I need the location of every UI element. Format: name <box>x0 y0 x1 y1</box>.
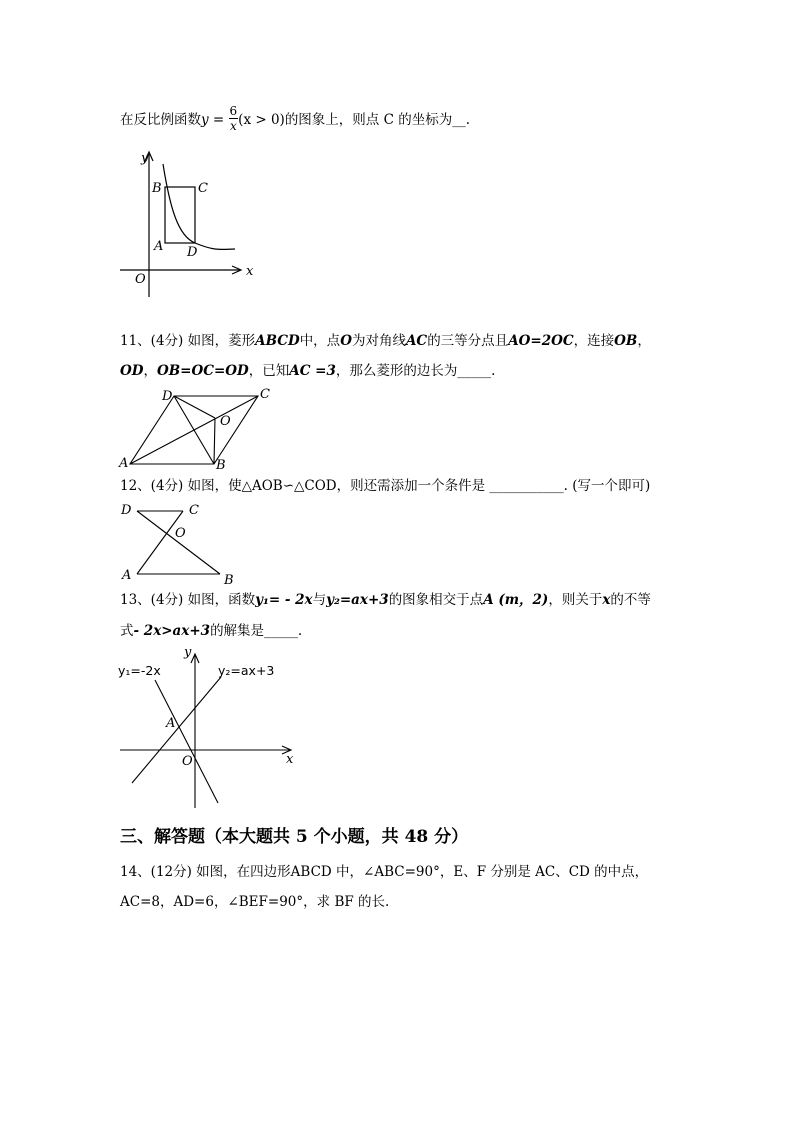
q11-line1: 11、(4分) 如图，菱形ABCD中，点O为对角线AC的三等分点且AO=2OC，连接OB， <box>120 333 651 349</box>
q14-line1: 14、(12分) 如图，在四边形ABCD 中，∠ABC=90°，E、F 分别是 AC、CD 的中点， <box>120 864 649 880</box>
q12-blank: ___________ <box>489 478 564 494</box>
fig11-C-label: C <box>260 387 270 402</box>
fig13-y2-label: y₂=ax+3 <box>218 663 275 678</box>
fig12-B-label: B <box>224 573 234 588</box>
fig13-y1-label: y₁=-2x <box>118 663 161 678</box>
fig10-O-label: O <box>135 272 146 287</box>
q10-fraction: $\frac{6}{x}$ <box>229 104 238 133</box>
fig13-O-label: O <box>182 754 193 769</box>
q11-blank: _____ <box>457 363 492 379</box>
fig10-D-label: D <box>187 245 198 260</box>
fig10-B-label: B <box>152 181 162 196</box>
figure-11 <box>118 386 278 472</box>
q10-y-eq: y = <box>201 112 229 128</box>
section-heading: 三、解答题（本大题共 5 个小题，共 48 分） <box>120 827 469 847</box>
fig12-C-label: C <box>189 503 199 518</box>
figure-10 <box>118 148 268 298</box>
fig13-y-label: y <box>184 645 192 660</box>
fig10-y-label: y <box>141 151 149 166</box>
fig13-x-label: x <box>286 752 294 767</box>
q11-line2: OD，OB=OC=OD，已知AC =3，那么菱形的边长为_____. <box>120 363 496 379</box>
fig11-B-label: B <box>216 458 226 473</box>
q13-blank: _____ <box>264 623 298 639</box>
fig12-O-label: O <box>175 526 186 541</box>
fig11-D-label: D <box>162 389 173 404</box>
q13-line1: 13、(4分) 如图，函数y₁= - 2x与y₂=ax+3的图象相交于点A (m，2)，则关于x的不等 <box>120 592 651 608</box>
fig10-A-label: A <box>154 239 164 254</box>
fig12-D-label: D <box>121 503 132 518</box>
fig10-x-label: x <box>246 264 254 279</box>
fig13-A-label: A <box>166 716 176 731</box>
q13-line2: 式- 2x>ax+3的解集是_____. <box>120 623 303 639</box>
fig10-C-label: C <box>198 181 208 196</box>
q10-blank: __ <box>452 112 466 128</box>
q12-text: 12、(4分) 如图，使△AOB∽△COD，则还需添加一个条件是 ___________. (写一个即可) <box>120 478 651 494</box>
q10-text: 在反比例函数y = $\frac{6}{x}$ (x > 0)的图象上，则点 C 的坐标为__. <box>120 104 471 133</box>
fig11-O-label: O <box>220 414 231 429</box>
figure-13 <box>118 642 303 812</box>
fig12-A-label: A <box>122 568 132 583</box>
q14-line2: AC=8，AD=6，∠BEF=90°，求 BF 的长. <box>120 894 390 910</box>
fig11-A-label: A <box>119 456 129 471</box>
figure-12 <box>118 500 243 586</box>
